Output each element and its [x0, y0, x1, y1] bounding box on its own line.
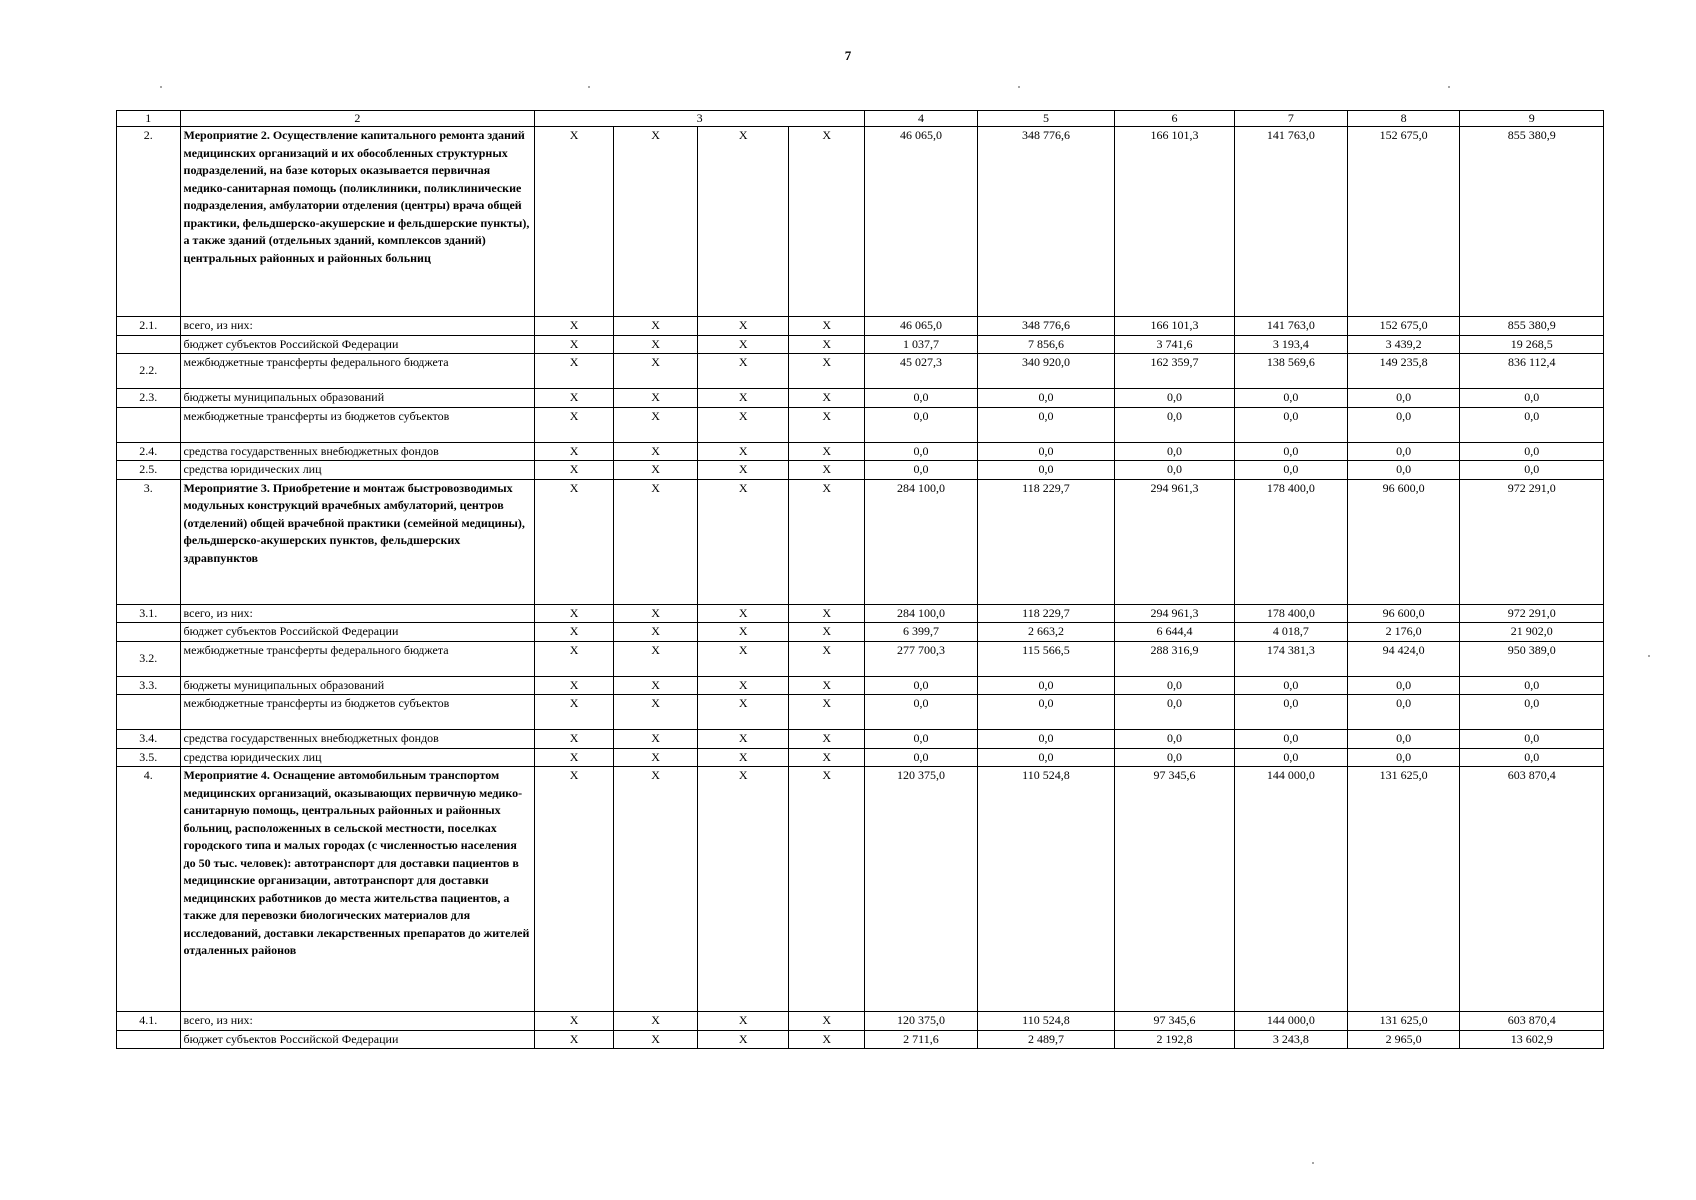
value-cell: 0,0: [865, 695, 978, 730]
x-mark-cell: Х: [614, 695, 698, 730]
x-mark-cell: Х: [698, 623, 789, 642]
scan-speck: [160, 86, 162, 88]
value-cell: 0,0: [865, 461, 978, 480]
x-mark-cell: Х: [698, 676, 789, 695]
row-description: средства юридических лиц: [180, 748, 535, 767]
row-description: бюджеты муниципальных образований: [180, 676, 535, 695]
value-cell: 0,0: [977, 695, 1114, 730]
x-mark-cell: Х: [698, 407, 789, 442]
x-mark-cell: Х: [698, 335, 789, 354]
row-number: 2.5.: [117, 461, 181, 480]
value-cell: 0,0: [1347, 748, 1460, 767]
x-mark-cell: Х: [535, 604, 614, 623]
row-number: [117, 623, 181, 642]
table-row: [117, 407, 1604, 442]
row-description: Мероприятие 3. Приобретение и монтаж быстровозводимых модульных конструкций врачебных амбулаторий, центров (отделений) общей врачебной практики (семейной медицины), фельдшерско-акушерских пунктов, фельдшерских здравпунктов: [180, 479, 535, 604]
row-number: 4.: [117, 767, 181, 1012]
value-cell: 0,0: [1115, 695, 1235, 730]
value-cell: 0,0: [1235, 730, 1348, 749]
value-cell: 0,0: [1460, 676, 1604, 695]
table-row: [117, 461, 1604, 480]
value-cell: 0,0: [1235, 442, 1348, 461]
table-row: [117, 767, 1604, 1012]
row-number: 3.3.: [117, 676, 181, 695]
x-mark-cell: Х: [698, 317, 789, 336]
table-row: [117, 1030, 1604, 1049]
value-cell: 284 100,0: [865, 604, 978, 623]
value-cell: 348 776,6: [977, 127, 1114, 317]
value-cell: 972 291,0: [1460, 479, 1604, 604]
value-cell: 152 675,0: [1347, 127, 1460, 317]
row-number: 2.3.: [117, 389, 181, 408]
row-description: бюджет субъектов Российской Федерации: [180, 1030, 535, 1049]
row-number: 3.4.: [117, 730, 181, 749]
x-mark-cell: Х: [535, 127, 614, 317]
x-mark-cell: Х: [614, 389, 698, 408]
row-number: 4.1.: [117, 1012, 181, 1031]
x-mark-cell: Х: [789, 479, 865, 604]
value-cell: 174 381,3: [1235, 641, 1348, 676]
value-cell: 4 018,7: [1235, 623, 1348, 642]
value-cell: 0,0: [1347, 407, 1460, 442]
value-cell: 97 345,6: [1115, 767, 1235, 1012]
value-cell: 294 961,3: [1115, 604, 1235, 623]
value-cell: 138 569,6: [1235, 354, 1348, 389]
x-mark-cell: Х: [535, 676, 614, 695]
row-number: 3.2.: [117, 641, 181, 676]
x-mark-cell: Х: [535, 730, 614, 749]
row-description: всего, из них:: [180, 317, 535, 336]
value-cell: 972 291,0: [1460, 604, 1604, 623]
value-cell: 2 663,2: [977, 623, 1114, 642]
table-row: [117, 604, 1604, 623]
table-row: [117, 641, 1604, 676]
table-row: [117, 1012, 1604, 1031]
value-cell: 0,0: [865, 730, 978, 749]
value-cell: 0,0: [865, 676, 978, 695]
value-cell: 284 100,0: [865, 479, 978, 604]
header-cell: 1: [117, 111, 181, 127]
row-number: 2.2.: [117, 354, 181, 389]
row-description: межбюджетные трансферты из бюджетов субъектов: [180, 407, 535, 442]
row-description: межбюджетные трансферты федерального бюджета: [180, 641, 535, 676]
x-mark-cell: Х: [698, 748, 789, 767]
value-cell: 0,0: [1460, 389, 1604, 408]
value-cell: 152 675,0: [1347, 317, 1460, 336]
value-cell: 144 000,0: [1235, 767, 1348, 1012]
value-cell: 0,0: [1115, 461, 1235, 480]
value-cell: 0,0: [1347, 461, 1460, 480]
table-row: [117, 317, 1604, 336]
x-mark-cell: Х: [789, 641, 865, 676]
x-mark-cell: Х: [614, 676, 698, 695]
value-cell: 46 065,0: [865, 127, 978, 317]
value-cell: 0,0: [1460, 461, 1604, 480]
value-cell: 0,0: [977, 461, 1114, 480]
x-mark-cell: Х: [614, 479, 698, 604]
value-cell: 0,0: [977, 676, 1114, 695]
value-cell: 603 870,4: [1460, 767, 1604, 1012]
value-cell: 0,0: [865, 748, 978, 767]
value-cell: 0,0: [1347, 389, 1460, 408]
x-mark-cell: Х: [789, 676, 865, 695]
value-cell: 0,0: [977, 389, 1114, 408]
value-cell: 19 268,5: [1460, 335, 1604, 354]
value-cell: 340 920,0: [977, 354, 1114, 389]
header-cell: 6: [1115, 111, 1235, 127]
table-row: [117, 442, 1604, 461]
x-mark-cell: Х: [535, 317, 614, 336]
x-mark-cell: Х: [789, 461, 865, 480]
value-cell: 46 065,0: [865, 317, 978, 336]
value-cell: 2 489,7: [977, 1030, 1114, 1049]
value-cell: 0,0: [1115, 676, 1235, 695]
scan-speck: [588, 86, 590, 88]
value-cell: 0,0: [977, 730, 1114, 749]
value-cell: 7 856,6: [977, 335, 1114, 354]
value-cell: 0,0: [865, 442, 978, 461]
value-cell: 131 625,0: [1347, 1012, 1460, 1031]
value-cell: 0,0: [1115, 730, 1235, 749]
value-cell: 3 193,4: [1235, 335, 1348, 354]
x-mark-cell: Х: [614, 767, 698, 1012]
table-row: [117, 127, 1604, 317]
value-cell: 162 359,7: [1115, 354, 1235, 389]
value-cell: 120 375,0: [865, 767, 978, 1012]
row-number: 3.: [117, 479, 181, 604]
x-mark-cell: Х: [535, 461, 614, 480]
x-mark-cell: Х: [535, 407, 614, 442]
x-mark-cell: Х: [698, 1012, 789, 1031]
value-cell: 836 112,4: [1460, 354, 1604, 389]
value-cell: 149 235,8: [1347, 354, 1460, 389]
x-mark-cell: Х: [789, 335, 865, 354]
row-number: [117, 335, 181, 354]
x-mark-cell: Х: [698, 1030, 789, 1049]
table-row: [117, 335, 1604, 354]
value-cell: 166 101,3: [1115, 317, 1235, 336]
value-cell: 0,0: [1235, 695, 1348, 730]
header-cell: 5: [977, 111, 1114, 127]
row-description: средства юридических лиц: [180, 461, 535, 480]
x-mark-cell: Х: [698, 641, 789, 676]
value-cell: 6 644,4: [1115, 623, 1235, 642]
x-mark-cell: Х: [614, 604, 698, 623]
value-cell: 2 965,0: [1347, 1030, 1460, 1049]
value-cell: 110 524,8: [977, 767, 1114, 1012]
scan-speck: [1448, 86, 1450, 88]
x-mark-cell: Х: [614, 1012, 698, 1031]
value-cell: 0,0: [1235, 461, 1348, 480]
value-cell: 45 027,3: [865, 354, 978, 389]
value-cell: 2 192,8: [1115, 1030, 1235, 1049]
table-row: [117, 730, 1604, 749]
x-mark-cell: Х: [789, 604, 865, 623]
value-cell: 2 176,0: [1347, 623, 1460, 642]
value-cell: 118 229,7: [977, 479, 1114, 604]
x-mark-cell: Х: [698, 479, 789, 604]
value-cell: 118 229,7: [977, 604, 1114, 623]
x-mark-cell: Х: [535, 767, 614, 1012]
budget-table: [116, 110, 1604, 1049]
value-cell: 144 000,0: [1235, 1012, 1348, 1031]
value-cell: 0,0: [1115, 748, 1235, 767]
table-row: [117, 695, 1604, 730]
row-number: 2.: [117, 127, 181, 317]
x-mark-cell: Х: [789, 767, 865, 1012]
x-mark-cell: Х: [698, 461, 789, 480]
x-mark-cell: Х: [614, 641, 698, 676]
x-mark-cell: Х: [535, 354, 614, 389]
table-header-row: [117, 111, 1604, 127]
row-description: бюджет субъектов Российской Федерации: [180, 335, 535, 354]
x-mark-cell: Х: [535, 748, 614, 767]
x-mark-cell: Х: [614, 461, 698, 480]
value-cell: 97 345,6: [1115, 1012, 1235, 1031]
value-cell: 96 600,0: [1347, 604, 1460, 623]
row-description: Мероприятие 2. Осуществление капитального ремонта зданий медицинских организаций и их обособленных структурных подразделений, на базе которых оказывается первичная медико-санитарная помощь (поликлиники, поликлинические подразделения, амбулатории отделения (центры) врача общей практики, фельдшерско-акушерские и фельдшерские пункты), а также зданий (отдельных зданий, комплексов зданий) центральных районных и районных больниц: [180, 127, 535, 317]
x-mark-cell: Х: [535, 623, 614, 642]
scan-speck: [1018, 86, 1020, 88]
x-mark-cell: Х: [698, 354, 789, 389]
x-mark-cell: Х: [535, 479, 614, 604]
value-cell: 0,0: [1460, 442, 1604, 461]
x-mark-cell: Х: [614, 748, 698, 767]
value-cell: 0,0: [1115, 389, 1235, 408]
value-cell: 855 380,9: [1460, 317, 1604, 336]
value-cell: 94 424,0: [1347, 641, 1460, 676]
value-cell: 348 776,6: [977, 317, 1114, 336]
x-mark-cell: Х: [789, 748, 865, 767]
value-cell: 277 700,3: [865, 641, 978, 676]
x-mark-cell: Х: [535, 1030, 614, 1049]
scan-speck: [1648, 655, 1650, 657]
x-mark-cell: Х: [535, 389, 614, 408]
x-mark-cell: Х: [535, 641, 614, 676]
value-cell: 603 870,4: [1460, 1012, 1604, 1031]
row-number: [117, 407, 181, 442]
row-description: межбюджетные трансферты федерального бюджета: [180, 354, 535, 389]
value-cell: 0,0: [1347, 442, 1460, 461]
value-cell: 0,0: [865, 407, 978, 442]
header-cell: 9: [1460, 111, 1604, 127]
header-cell: 2: [180, 111, 535, 127]
value-cell: 0,0: [1235, 748, 1348, 767]
value-cell: 0,0: [1235, 676, 1348, 695]
x-mark-cell: Х: [698, 442, 789, 461]
x-mark-cell: Х: [698, 127, 789, 317]
row-number: [117, 695, 181, 730]
row-description: Мероприятие 4. Оснащение автомобильным транспортом медицинских организаций, оказывающих первичную медико-санитарную помощь, центральных районных и районных больниц, расположенных в сельской местности, поселках городского типа и малых городах (с численностью населения до 50 тыс. человек): автотранспорт для доставки пациентов в медицинские организации, автотранспорт для доставки медицинских работников до места жительства пациентов, а также для перевозки биологических материалов для исследований, доставки лекарственных препаратов до жителей отдаленных районов: [180, 767, 535, 1012]
scan-speck: [1312, 1162, 1314, 1164]
x-mark-cell: Х: [698, 389, 789, 408]
value-cell: 0,0: [1235, 407, 1348, 442]
value-cell: 0,0: [977, 407, 1114, 442]
row-number: [117, 1030, 181, 1049]
x-mark-cell: Х: [789, 317, 865, 336]
value-cell: 0,0: [1115, 407, 1235, 442]
row-description: бюджеты муниципальных образований: [180, 389, 535, 408]
value-cell: 96 600,0: [1347, 479, 1460, 604]
row-number: 3.5.: [117, 748, 181, 767]
value-cell: 2 711,6: [865, 1030, 978, 1049]
header-cell: 4: [865, 111, 978, 127]
value-cell: 0,0: [977, 442, 1114, 461]
x-mark-cell: Х: [614, 623, 698, 642]
value-cell: 3 243,8: [1235, 1030, 1348, 1049]
value-cell: 0,0: [1460, 748, 1604, 767]
table-row: [117, 676, 1604, 695]
header-cell: 3: [535, 111, 865, 127]
x-mark-cell: Х: [614, 317, 698, 336]
x-mark-cell: Х: [789, 1030, 865, 1049]
row-number: 2.4.: [117, 442, 181, 461]
value-cell: 0,0: [1347, 695, 1460, 730]
value-cell: 110 524,8: [977, 1012, 1114, 1031]
x-mark-cell: Х: [614, 127, 698, 317]
value-cell: 950 389,0: [1460, 641, 1604, 676]
x-mark-cell: Х: [789, 730, 865, 749]
table-row: [117, 623, 1604, 642]
table-row: [117, 748, 1604, 767]
value-cell: 178 400,0: [1235, 604, 1348, 623]
value-cell: 21 902,0: [1460, 623, 1604, 642]
header-cell: 7: [1235, 111, 1348, 127]
row-number: 3.1.: [117, 604, 181, 623]
value-cell: 3 439,2: [1347, 335, 1460, 354]
value-cell: 141 763,0: [1235, 127, 1348, 317]
x-mark-cell: Х: [614, 335, 698, 354]
x-mark-cell: Х: [789, 127, 865, 317]
value-cell: 0,0: [1460, 730, 1604, 749]
table-row: [117, 354, 1604, 389]
value-cell: 0,0: [1347, 676, 1460, 695]
value-cell: 0,0: [1460, 407, 1604, 442]
value-cell: 13 602,9: [1460, 1030, 1604, 1049]
x-mark-cell: Х: [698, 730, 789, 749]
x-mark-cell: Х: [789, 354, 865, 389]
x-mark-cell: Х: [698, 767, 789, 1012]
value-cell: 0,0: [977, 748, 1114, 767]
x-mark-cell: Х: [789, 407, 865, 442]
x-mark-cell: Х: [789, 442, 865, 461]
table-row: [117, 389, 1604, 408]
value-cell: 3 741,6: [1115, 335, 1235, 354]
header-cell: 8: [1347, 111, 1460, 127]
value-cell: 131 625,0: [1347, 767, 1460, 1012]
row-number: 2.1.: [117, 317, 181, 336]
value-cell: 115 566,5: [977, 641, 1114, 676]
value-cell: 166 101,3: [1115, 127, 1235, 317]
row-description: бюджет субъектов Российской Федерации: [180, 623, 535, 642]
x-mark-cell: Х: [789, 623, 865, 642]
row-description: средства государственных внебюджетных фондов: [180, 730, 535, 749]
x-mark-cell: Х: [614, 442, 698, 461]
row-description: всего, из них:: [180, 604, 535, 623]
x-mark-cell: Х: [789, 389, 865, 408]
value-cell: 0,0: [1115, 442, 1235, 461]
value-cell: 141 763,0: [1235, 317, 1348, 336]
value-cell: 288 316,9: [1115, 641, 1235, 676]
x-mark-cell: Х: [535, 1012, 614, 1031]
x-mark-cell: Х: [535, 442, 614, 461]
value-cell: 1 037,7: [865, 335, 978, 354]
x-mark-cell: Х: [614, 354, 698, 389]
value-cell: 0,0: [1347, 730, 1460, 749]
value-cell: 0,0: [865, 389, 978, 408]
row-description: межбюджетные трансферты из бюджетов субъектов: [180, 695, 535, 730]
value-cell: 178 400,0: [1235, 479, 1348, 604]
value-cell: 6 399,7: [865, 623, 978, 642]
row-description: средства государственных внебюджетных фондов: [180, 442, 535, 461]
x-mark-cell: Х: [614, 407, 698, 442]
row-description: всего, из них:: [180, 1012, 535, 1031]
x-mark-cell: Х: [614, 730, 698, 749]
value-cell: 294 961,3: [1115, 479, 1235, 604]
table-row: [117, 479, 1604, 604]
value-cell: 0,0: [1235, 389, 1348, 408]
x-mark-cell: Х: [789, 1012, 865, 1031]
x-mark-cell: Х: [698, 695, 789, 730]
x-mark-cell: Х: [789, 695, 865, 730]
x-mark-cell: Х: [698, 604, 789, 623]
page-number: 7: [844, 48, 852, 63]
x-mark-cell: Х: [614, 1030, 698, 1049]
value-cell: 855 380,9: [1460, 127, 1604, 317]
x-mark-cell: Х: [535, 335, 614, 354]
value-cell: 120 375,0: [865, 1012, 978, 1031]
x-mark-cell: Х: [535, 695, 614, 730]
value-cell: 0,0: [1460, 695, 1604, 730]
